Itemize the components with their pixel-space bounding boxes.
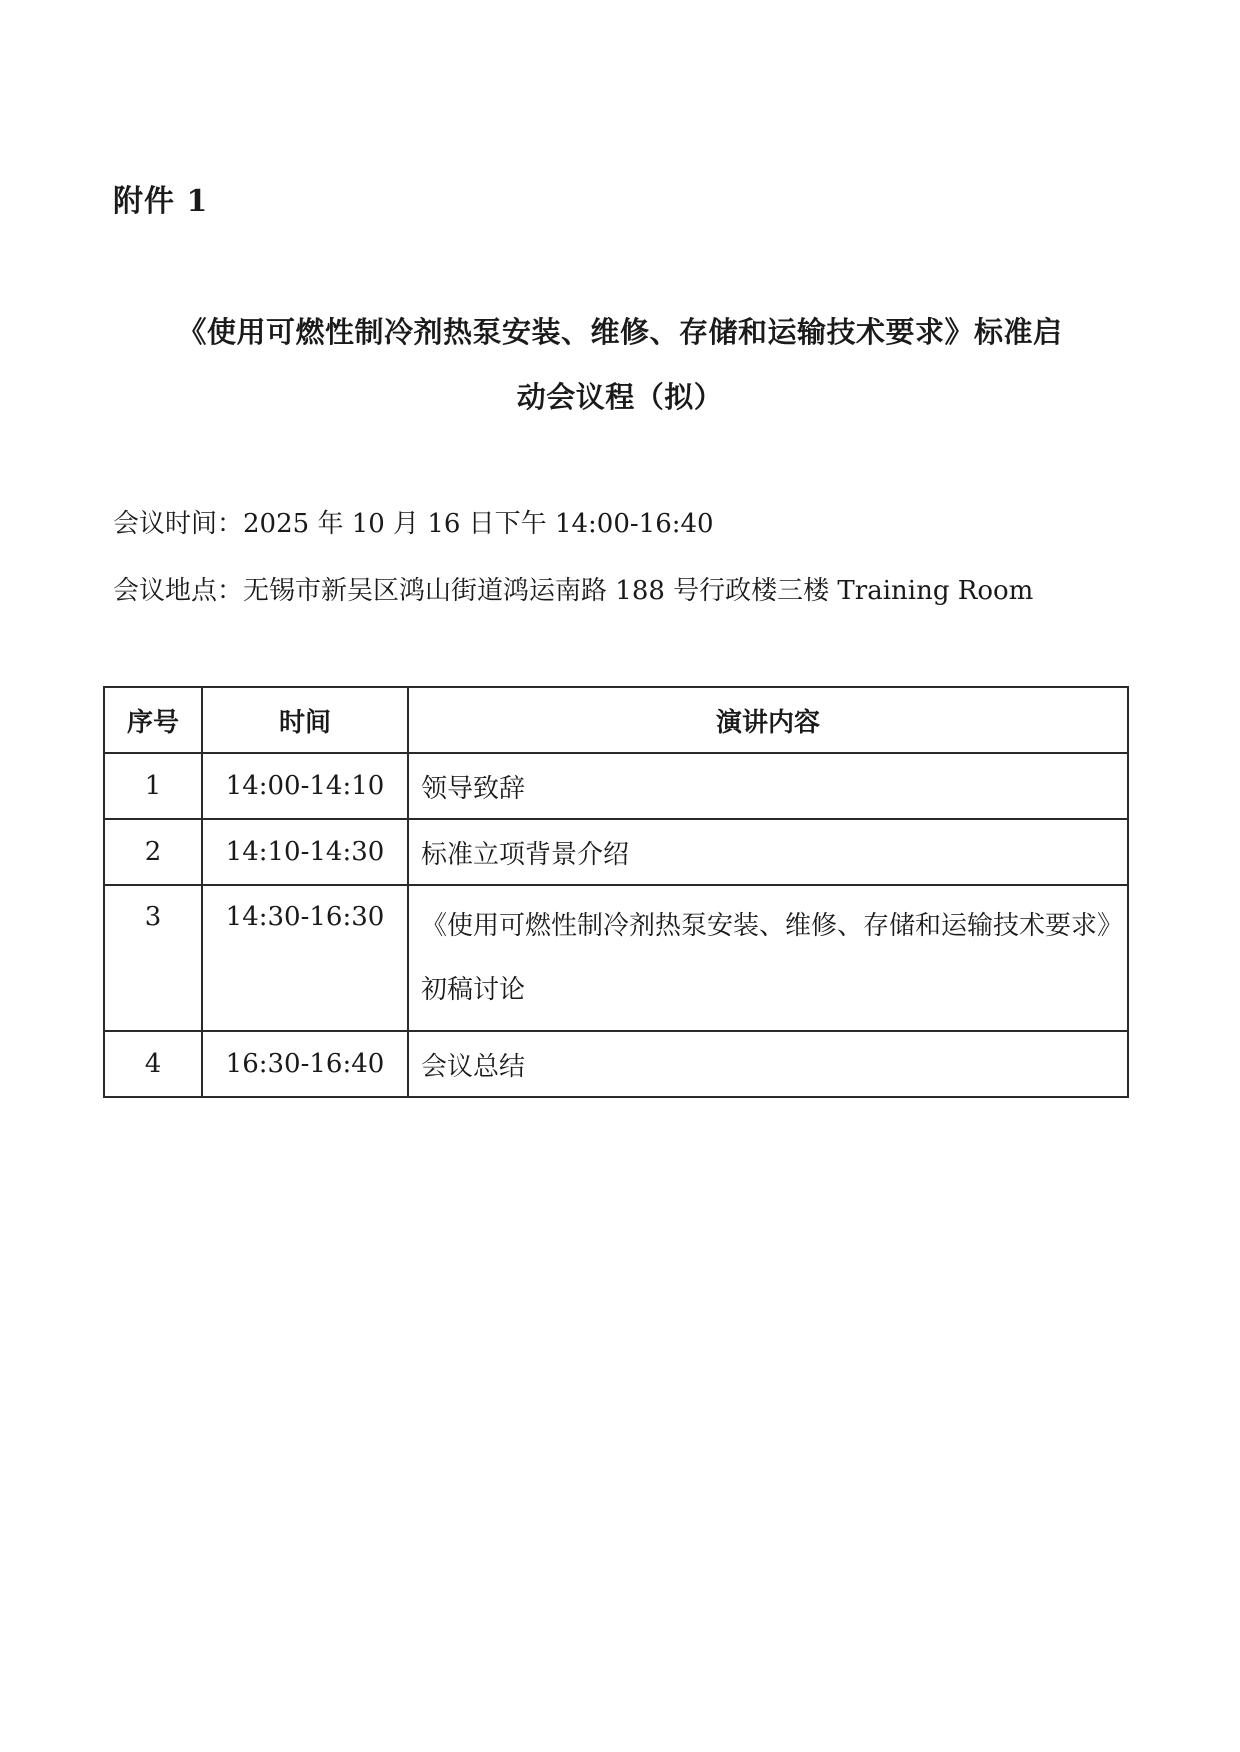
header-time: 时间 (202, 687, 408, 753)
row-content: 领导致辞 (408, 753, 1128, 819)
row-no: 2 (104, 819, 202, 885)
row-time: 14:00-14:10 (202, 753, 408, 819)
row-time: 14:10-14:30 (202, 819, 408, 885)
meeting-place-value: 无锡市新吴区鸿山街道鸿运南路 188 号行政楼三楼 Training Room (243, 576, 1034, 606)
title-line-1: 《使用可燃性制冷剂热泵安装、维修、存储和运输技术要求》标准启 (177, 315, 1063, 349)
row-time: 14:30-16:30 (202, 885, 408, 1031)
row-no: 4 (104, 1031, 202, 1097)
table-row (104, 819, 1128, 885)
meeting-place (113, 570, 1033, 607)
table-header-row (104, 687, 1128, 753)
agenda-table (103, 686, 1129, 1098)
document-title (110, 300, 1130, 430)
title-line-2: 动会议程（拟） (516, 380, 724, 414)
meeting-time-label: 会议时间： (113, 509, 244, 539)
table-row (104, 1031, 1128, 1097)
row-content: 《使用可燃性制冷剂热泵安装、维修、存储和运输技术要求》初稿讨论 (408, 885, 1128, 1031)
table-row (104, 885, 1128, 1031)
meeting-time-value: 2025 年 10 月 16 日下午 14:00-16:40 (243, 509, 714, 539)
meeting-time (113, 503, 714, 540)
row-time: 16:30-16:40 (202, 1031, 408, 1097)
row-content: 会议总结 (408, 1031, 1128, 1097)
meeting-place-label: 会议地点： (113, 576, 244, 606)
row-content: 标准立项背景介绍 (408, 819, 1128, 885)
header-content: 演讲内容 (408, 687, 1128, 753)
attachment-label: 附件 1 (113, 184, 209, 219)
header-no: 序号 (104, 687, 202, 753)
row-no: 3 (104, 885, 202, 1031)
row-no: 1 (104, 753, 202, 819)
table-row (104, 753, 1128, 819)
